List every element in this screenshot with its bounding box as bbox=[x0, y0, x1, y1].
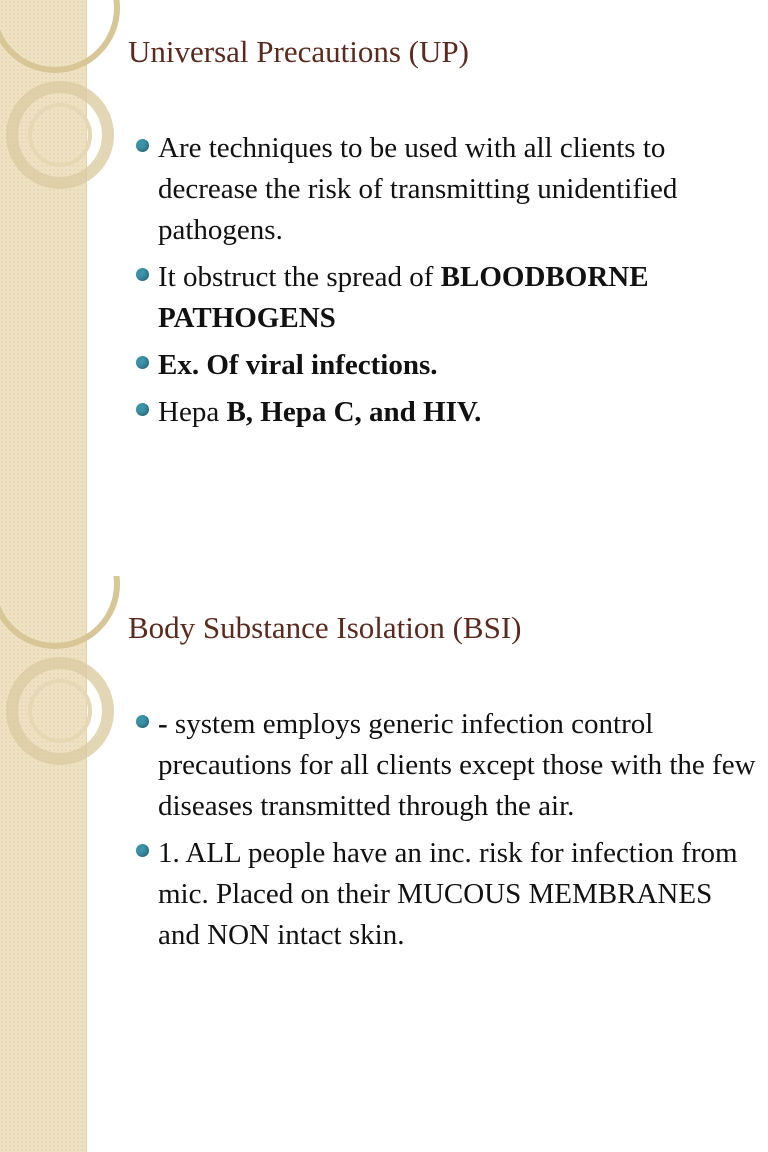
bullet-icon bbox=[136, 139, 149, 152]
bullet-icon bbox=[136, 268, 149, 281]
bullet-icon bbox=[136, 356, 149, 369]
bullet-icon bbox=[136, 844, 149, 857]
list-item: It obstruct the spread of BLOODBORNE PATHOGENS bbox=[158, 257, 758, 339]
bullet-list bbox=[158, 128, 758, 439]
bullet-icon bbox=[136, 715, 149, 728]
list-item: Hepa B, Hepa C, and HIV. bbox=[158, 392, 758, 433]
slide-title: Universal Precautions (UP) bbox=[128, 34, 469, 69]
bullet-icon bbox=[136, 403, 149, 416]
list-item: Ex. Of viral infections. bbox=[158, 345, 758, 386]
decorative-circles-icon bbox=[0, 576, 120, 796]
list-item: - system employs generic infection control precautions for all clients except those with the few diseases transmitted through the air. bbox=[158, 704, 758, 827]
decorative-circles-icon bbox=[0, 0, 120, 220]
list-item: Are techniques to be used with all clients to decrease the risk of transmitting unidentified pathogens. bbox=[158, 128, 758, 251]
slide-title: Body Substance Isolation (BSI) bbox=[128, 610, 522, 645]
list-item: 1. ALL people have an inc. risk for infection from mic. Placed on their MUCOUS MEMBRANES and NON intact skin. bbox=[158, 833, 758, 956]
slide-body-substance-isolation bbox=[0, 576, 768, 1152]
bullet-list bbox=[158, 704, 758, 962]
